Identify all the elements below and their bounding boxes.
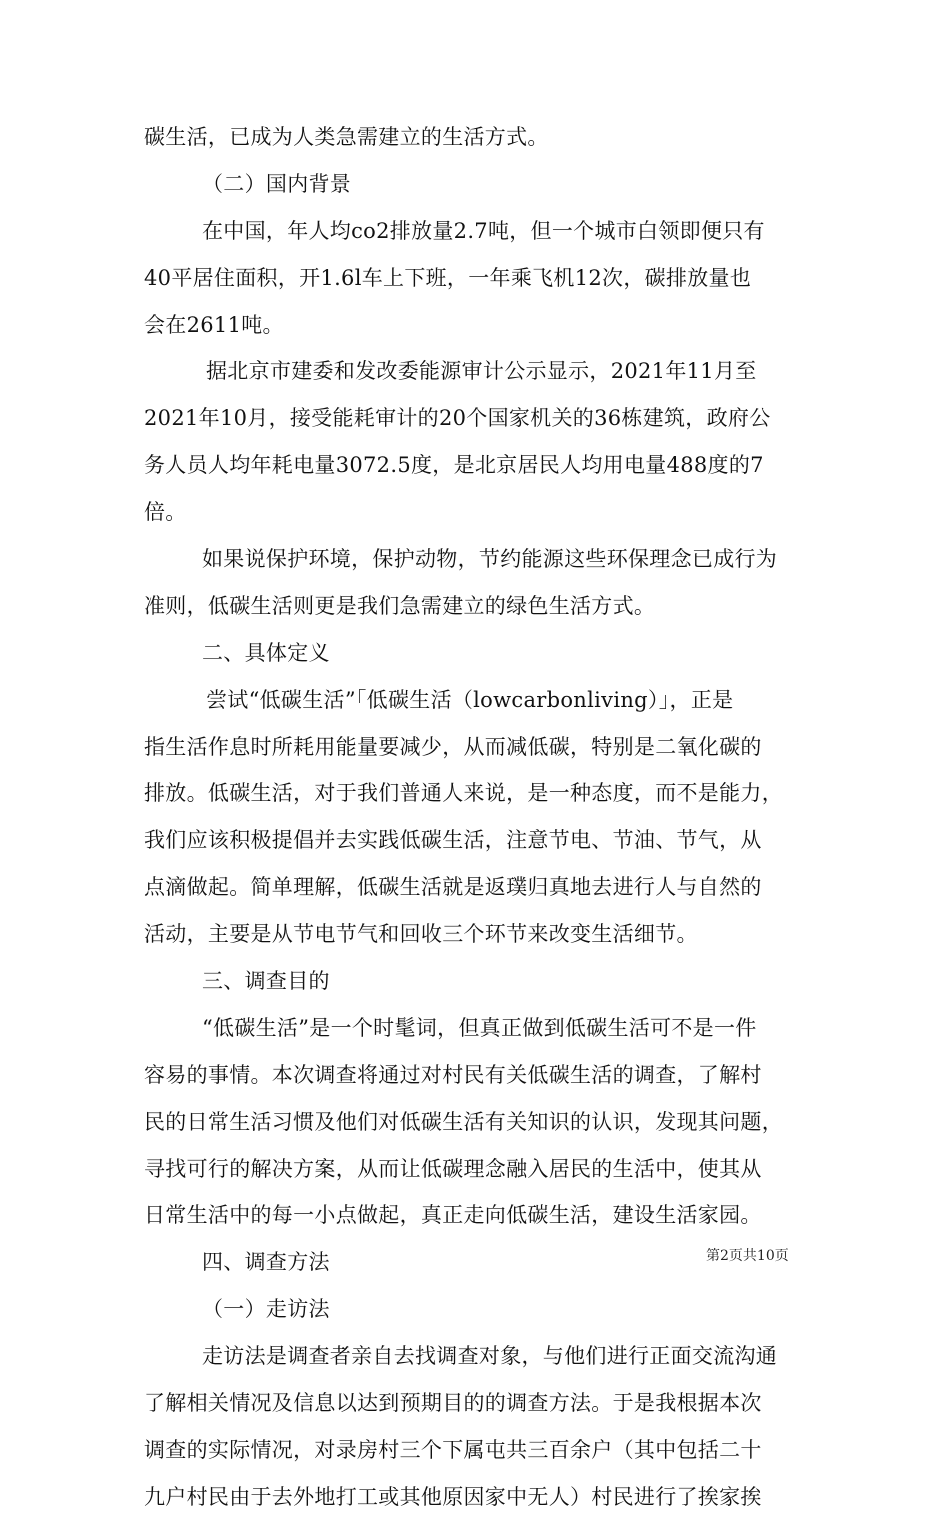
paragraph-line: 尝试“低碳生活”「低碳生活（lowcarbonliving）」，正是 (206, 687, 734, 712)
paragraph-line: 2021年10月，接受能耗审计的20个国家机关的36栋建筑，政府公 (144, 406, 771, 431)
paragraph-line: 容易的事情。本次调查将通过对村民有关低碳生活的调查，了解村 (144, 1062, 762, 1087)
paragraph-line: 务人员人均年耗电量3072.5度，是北京居民人均用电量488度的7 (144, 453, 764, 478)
paragraph-line: 准则，低碳生活则更是我们急需建立的绿色生活方式。 (144, 593, 656, 618)
section-heading: 四、调查方法 (202, 1250, 330, 1275)
paragraph-line: 走访法是调查者亲自去找调查对象，与他们进行正面交流沟通 (202, 1344, 778, 1369)
paragraph-line: 了解相关情况及信息以达到预期目的的调查方法。于是我根据本次 (144, 1391, 762, 1416)
paragraph-line: “低碳生活”是一个时髦词，但真正做到低碳生活可不是一件 (202, 1015, 757, 1040)
document-body (144, 114, 812, 1521)
paragraph-line: 如果说保护环境，保护动物，节约能源这些环保理念已成行为 (202, 547, 778, 572)
paragraph-line: 寻找可行的解决方案，从而让低碳理念融入居民的生活中，使其从 (144, 1156, 762, 1181)
page-number-footer: 第2页共10页 (706, 1248, 789, 1264)
section-heading: 二、具体定义 (202, 640, 330, 665)
section-heading: 三、调查目的 (202, 969, 330, 994)
paragraph-line: 据北京市建委和发改委能源审计公示显示，2021年11月至 (206, 359, 757, 384)
section-heading: （二）国内背景 (202, 171, 352, 196)
paragraph-line: 碳生活，已成为人类急需建立的生活方式。 (144, 125, 549, 149)
paragraph-line: 排放。低碳生活，对于我们普通人来说，是一种态度，而不是能力， (144, 781, 783, 806)
paragraph-line: 日常生活中的每一小点做起，真正走向低碳生活，建设生活家园。 (144, 1203, 762, 1228)
paragraph-line: 在中国，年人均co2排放量2.7吨，但一个城市白领即便只有 (202, 218, 765, 243)
paragraph-line: 点滴做起。简单理解，低碳生活就是返璞归真地去进行人与自然的 (144, 875, 762, 900)
paragraph-line: 九户村民由于去外地打工或其他原因家中无人）村民进行了挨家挨 (144, 1484, 762, 1509)
paragraph-line: 会在2611吨。 (144, 312, 284, 337)
paragraph-line: 调查的实际情况，对录房村三个下属屯共三百余户（其中包括二十 (144, 1437, 762, 1462)
paragraph-line: 倍。 (144, 500, 187, 525)
section-heading: （一）走访法 (202, 1297, 330, 1322)
paragraph-line: 指生活作息时所耗用能量要减少，从而减低碳，特别是二氧化碳的 (144, 734, 762, 759)
paragraph-line: 民的日常生活习惯及他们对低碳生活有关知识的认识，发现其问题， (144, 1109, 783, 1134)
paragraph-line: 40平居住面积，开1.6l车上下班，一年乘飞机12次，碳排放量也 (144, 265, 752, 290)
paragraph-line: 活动，主要是从节电节气和回收三个环节来改变生活细节。 (144, 922, 698, 947)
paragraph-line: 我们应该积极提倡并去实践低碳生活，注意节电、节油、节气，从 (144, 828, 762, 853)
